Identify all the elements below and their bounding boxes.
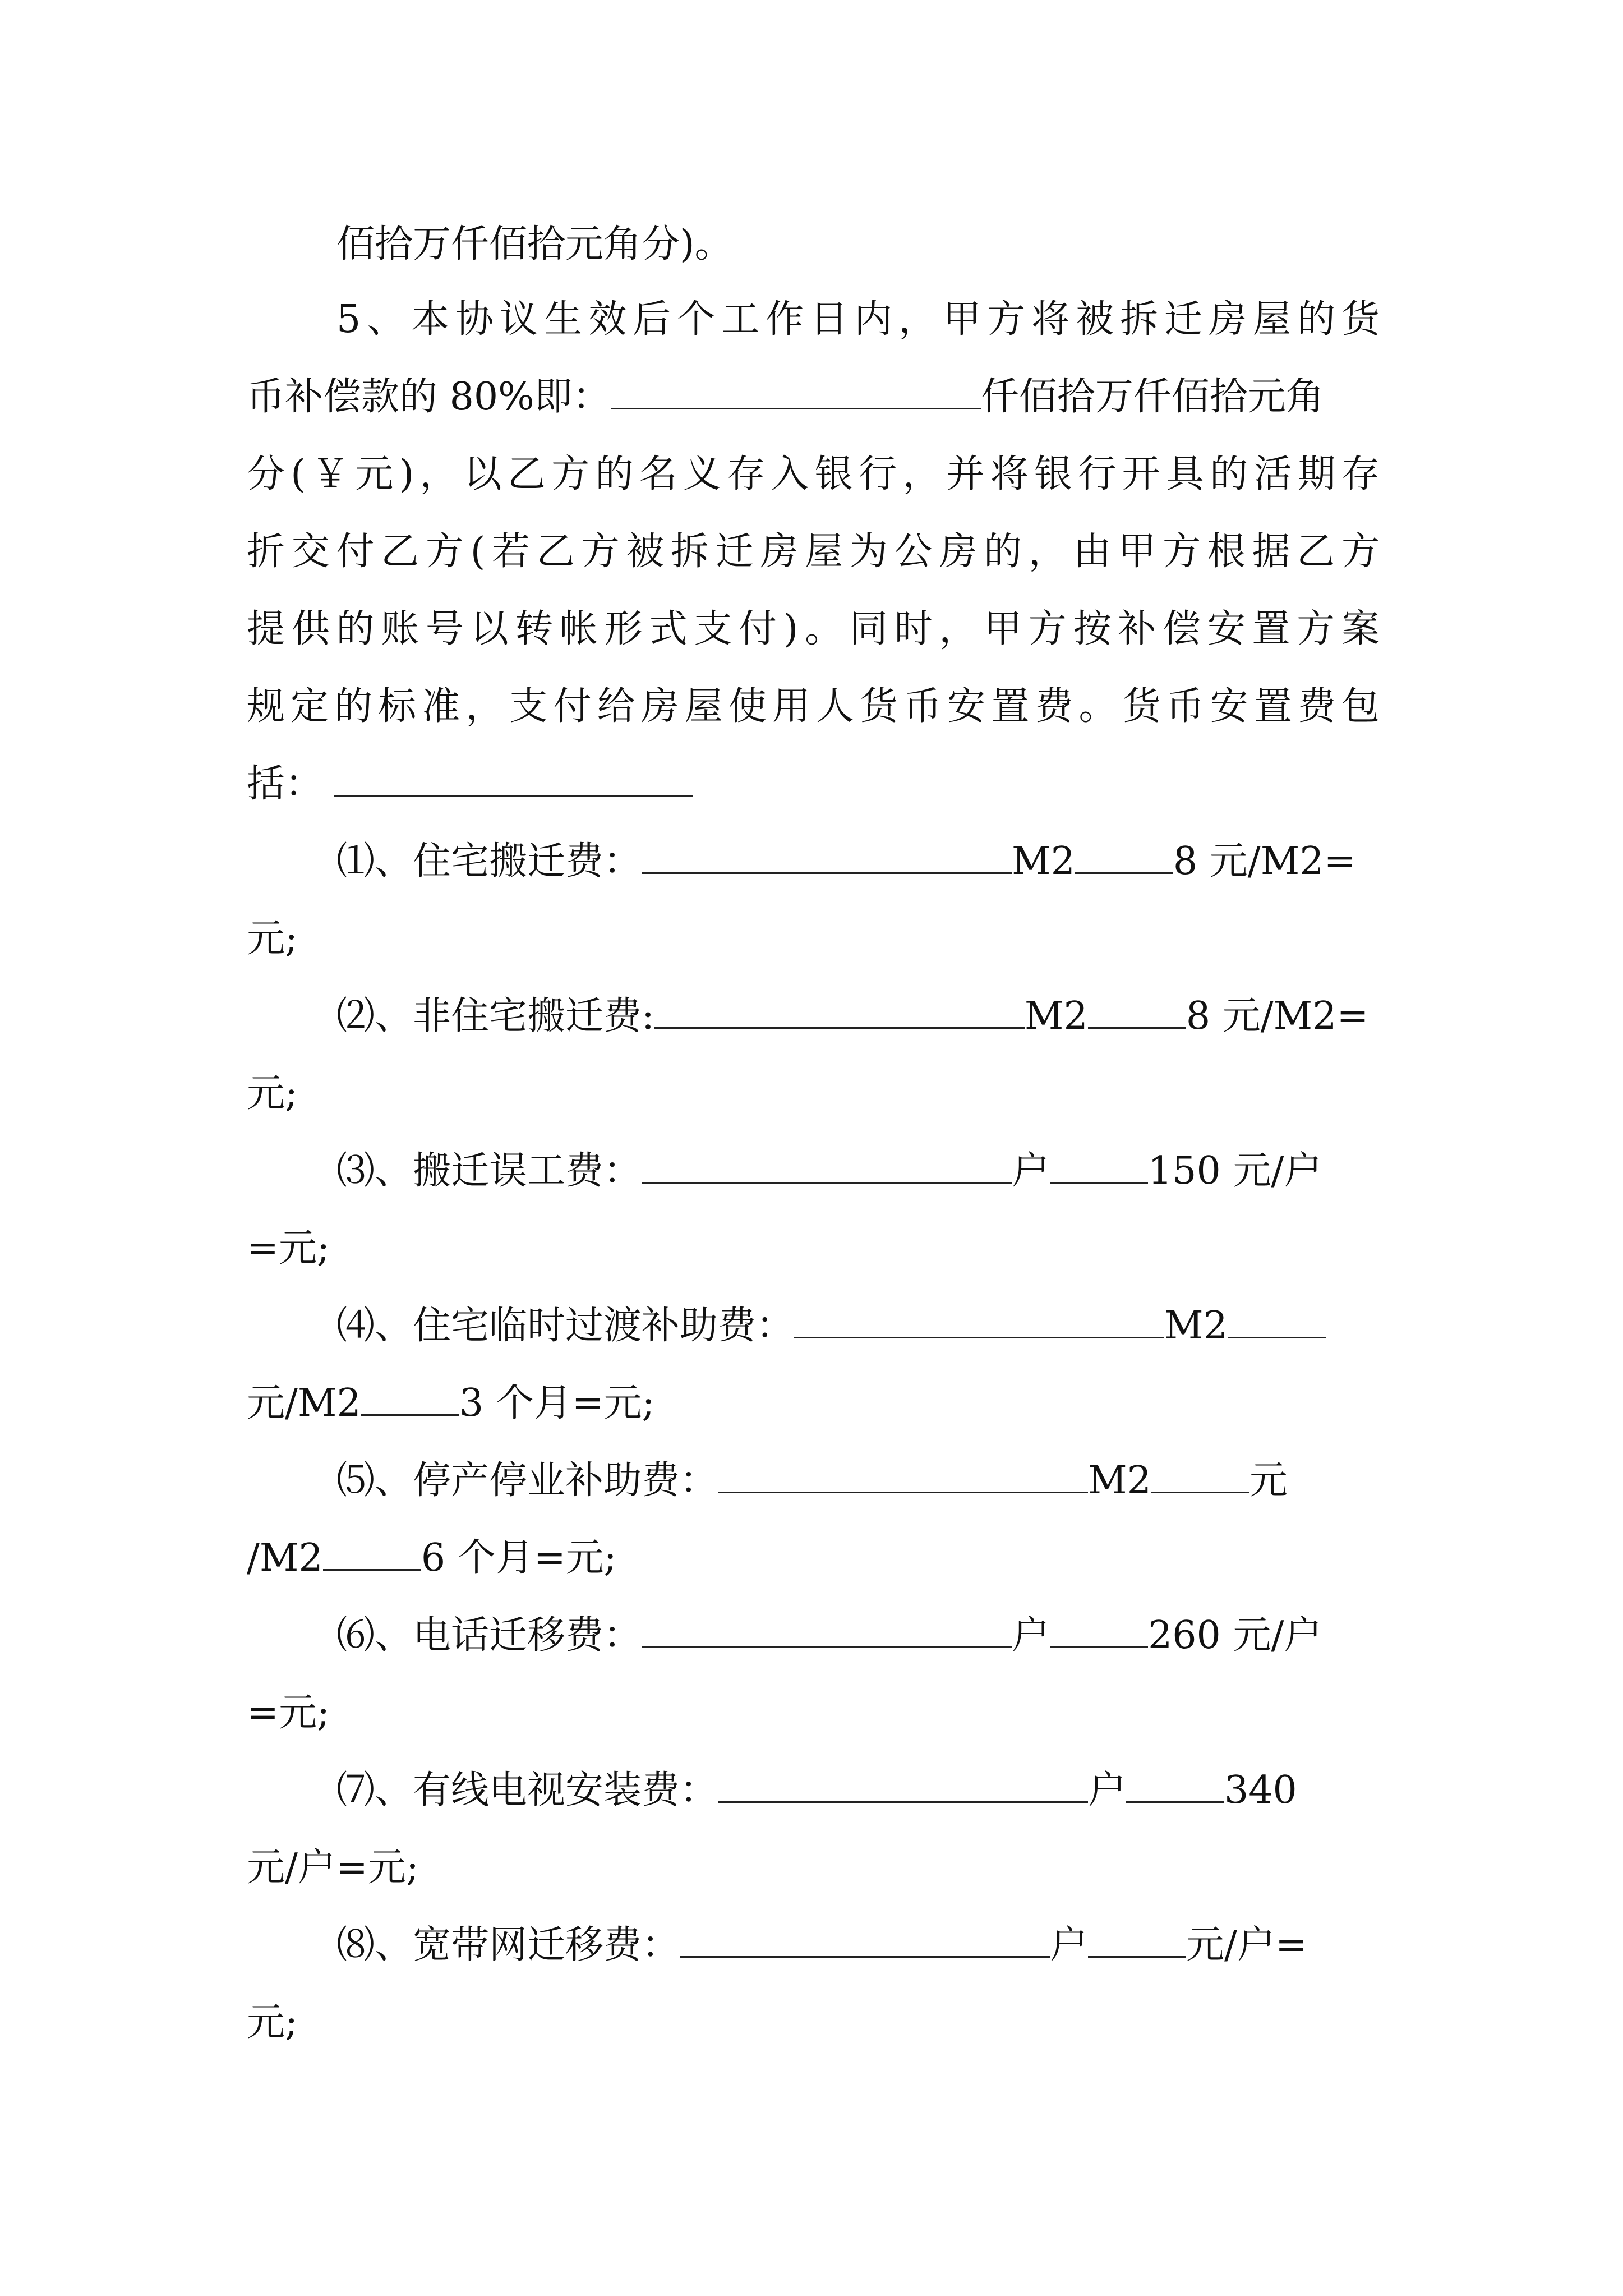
unit: M2 [1012, 839, 1075, 884]
fee-item-line [336, 1923, 1380, 1968]
fee-item-line [247, 1071, 1380, 1116]
fill-in-blank [1088, 1924, 1186, 1958]
fee-label: ⑷、住宅临时过渡补助费： [336, 1304, 795, 1348]
rate: 元/户= [1186, 1923, 1307, 1967]
text: =元; [247, 1691, 330, 1735]
fee-item-line [336, 994, 1380, 1039]
fill-in-blank [794, 1304, 1164, 1338]
text: /M2 [247, 1536, 323, 1580]
text: 折交付乙方(若乙方被拆迁房屋为公房的，由甲方根据乙方 [247, 530, 1380, 574]
fee-label: ⑸、停产停业补助费： [336, 1458, 718, 1503]
fee-item-line [247, 1536, 1380, 1581]
text: =元; [247, 1226, 330, 1271]
fill-in-blank [642, 1614, 1012, 1648]
fill-in-blank [1151, 1459, 1249, 1493]
text: 分(￥元)，以乙方的名义存入银行，并将银行开具的活期存 [247, 452, 1380, 496]
fee-label: ⑶、搬迁误工费： [336, 1149, 642, 1193]
fee-label: ⑺、有线电视安装费： [336, 1768, 718, 1812]
fee-item-line [336, 839, 1380, 884]
unit: 户 [1012, 1149, 1050, 1193]
fee-label: ⑹、电话迁移费： [336, 1613, 642, 1658]
text: 元/户=元; [247, 1846, 419, 1890]
fee-item-line [336, 1768, 1380, 1813]
fee-item-line [336, 1458, 1380, 1503]
unit: 户 [1050, 1923, 1089, 1967]
unit: M2 [1164, 1304, 1228, 1348]
fee-item-line [247, 1846, 1380, 1890]
text: 规定的标准，支付给房屋使用人货币安置费。货币安置费包 [247, 684, 1380, 729]
unit: M2 [1088, 1458, 1151, 1503]
fill-in-blank [323, 1536, 421, 1571]
text: 提供的账号以转帐形式支付)。同时，甲方按补偿安置方案 [247, 607, 1380, 651]
fee-item-line [247, 2000, 1380, 2045]
text: 元; [247, 917, 298, 961]
fill-in-blank [642, 840, 1012, 874]
unit: M2 [1024, 994, 1088, 1038]
fee-item-line [336, 1304, 1380, 1349]
fee-item-line [247, 917, 1380, 961]
fee-item-line [336, 1149, 1380, 1194]
fill-in-blank [334, 762, 693, 797]
paragraph-line [247, 684, 1380, 729]
text: 元/M2 [247, 1381, 361, 1425]
text: 6 个月=元; [421, 1536, 617, 1580]
rate: 260 元/户 [1148, 1613, 1322, 1658]
fill-in-blank [361, 1382, 459, 1416]
rate: 元 [1249, 1458, 1288, 1503]
fee-item-line [336, 1613, 1380, 1658]
fee-item-line [247, 1381, 1380, 1426]
fill-in-blank [1050, 1614, 1148, 1648]
unit: 户 [1012, 1613, 1050, 1658]
fee-label: ⑴、住宅搬迁费： [336, 839, 642, 884]
text: 币补偿款的 80%即： [247, 375, 611, 419]
rate: 8 元/M2= [1173, 839, 1356, 884]
text: 元; [247, 2000, 298, 2045]
text: 佰拾万仟佰拾元角分)。 [336, 222, 733, 266]
fill-in-blank [718, 1769, 1088, 1803]
fill-in-blank [654, 995, 1025, 1029]
paragraph-line [247, 607, 1380, 652]
fill-in-blank [1228, 1304, 1326, 1338]
paragraph-line [247, 762, 1380, 807]
fill-in-blank [1075, 840, 1173, 874]
fill-in-blank [611, 375, 981, 409]
text: 元; [247, 1071, 298, 1116]
fill-in-blank [1088, 995, 1186, 1029]
rate: 150 元/户 [1148, 1149, 1322, 1193]
fill-in-blank [642, 1149, 1012, 1184]
paragraph-line [247, 530, 1380, 574]
rate: 8 元/M2= [1186, 994, 1369, 1038]
text: 5、本协议生效后个工作日内，甲方将被拆迁房屋的货 [336, 297, 1380, 342]
text: 仟佰拾万仟佰拾元角 [980, 375, 1324, 419]
fill-in-blank [1126, 1769, 1224, 1803]
fee-item-line [247, 1691, 1380, 1736]
text: 括： [247, 762, 324, 806]
fill-in-blank [1050, 1149, 1148, 1184]
unit: 户 [1088, 1768, 1127, 1812]
paragraph-line [247, 375, 1380, 420]
fee-label: ⑻、宽带网迁移费： [336, 1923, 680, 1967]
rate: 340 [1224, 1768, 1297, 1812]
fill-in-blank [680, 1924, 1050, 1958]
fee-label: ⑵、非住宅搬迁费: [336, 994, 654, 1038]
paragraph-line [247, 452, 1380, 497]
fill-in-blank [718, 1459, 1088, 1493]
paragraph-line [336, 297, 1380, 342]
fee-item-line [247, 1226, 1380, 1271]
text: 3 个月=元; [459, 1381, 655, 1425]
paragraph-line [336, 222, 1380, 267]
